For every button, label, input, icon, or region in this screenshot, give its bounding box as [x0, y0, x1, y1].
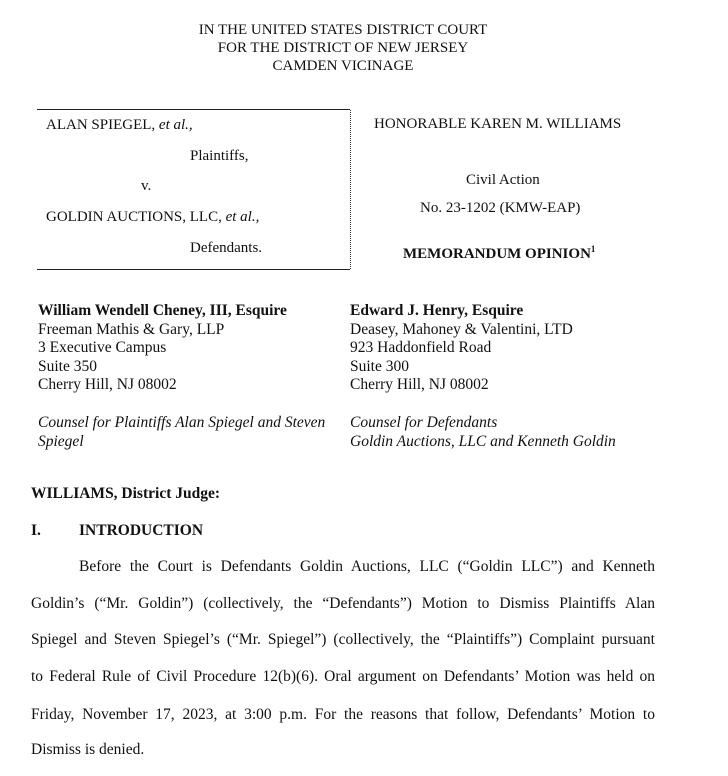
case-number: No. 23-1202 (KMW-EAP) [420, 200, 581, 216]
defendants-counsel-address2: Suite 300 [350, 357, 409, 375]
document-title [403, 246, 595, 263]
paragraph-line-last: Dismiss is denied. [31, 741, 145, 758]
plaintiffs-counsel-city: Cherry Hill, NJ 08002 [38, 376, 177, 393]
paragraph-line: to Federal Rule of Civil Procedure 12(b)(6). Oral argument on Defendants’ Motion was held on [31, 668, 655, 685]
defendant-etal: et al., [225, 209, 260, 225]
versus: v. [141, 178, 152, 194]
caption-divider [350, 110, 351, 269]
plaintiffs-counsel-address2: Suite 350 [38, 357, 97, 375]
civil-action-label: Civil Action [466, 172, 540, 188]
paragraph-line: Before the Court is Defendants Goldin Auctions, LLC (“Goldin LLC”) and Kenneth [79, 558, 655, 575]
caption-plaintiff [46, 117, 193, 134]
defendants-counsel-role-line2: Goldin Auctions, LLC and Kenneth Goldin [350, 432, 616, 450]
section-number: I. [31, 522, 41, 539]
plaintiff-name: ALAN SPIEGEL, [46, 117, 156, 133]
paragraph-line: Goldin’s (“Mr. Goldin”) (collectively, the “Defendants”) Motion to Dismiss Plaintiffs Alan [31, 595, 655, 612]
paragraph-line: Spiegel and Steven Spiegel’s (“Mr. Spiegel”) (collectively, the “Plaintiffs”) Complaint pursuant [31, 631, 655, 648]
opinion-author: WILLIAMS, District Judge: [31, 485, 221, 502]
plaintiffs-counsel-role-line1: Counsel for Plaintiffs Alan Spiegel and Steven [38, 414, 326, 431]
judge-name: HONORABLE KAREN M. WILLIAMS [374, 116, 622, 132]
plaintiffs-counsel-address1: 3 Executive Campus [38, 339, 167, 356]
defendants-counsel-name: Edward J. Henry, Esquire [350, 302, 524, 319]
defendants-counsel-role [350, 414, 616, 451]
defendants-counsel-address1: 923 Haddonfield Road [350, 339, 492, 356]
document-title-text: MEMORANDUM OPINION [403, 246, 591, 262]
court-vicinage: CAMDEN VICINAGE [272, 58, 414, 74]
section-title: INTRODUCTION [79, 522, 204, 539]
plaintiffs-counsel-firm: Freeman Mathis & Gary, LLP [38, 320, 225, 338]
plaintiff-etal: et al., [158, 117, 193, 133]
defendants-counsel-block [350, 302, 573, 395]
court-name: IN THE UNITED STATES DISTRICT COURT [198, 22, 488, 38]
footnote-mark: 1 [590, 244, 596, 254]
defendants-counsel-firm: Deasey, Mahoney & Valentini, LTD [350, 320, 573, 338]
plaintiffs-counsel-role-line2: Spiegel [38, 432, 84, 450]
plaintiffs-label: Plaintiffs, [190, 148, 249, 164]
plaintiffs-counsel-block [38, 302, 287, 395]
defendant-name: GOLDIN AUCTIONS, LLC, [46, 209, 222, 225]
defendants-counsel-role-line1: Counsel for Defendants [350, 414, 498, 431]
caption-defendant [46, 209, 259, 226]
plaintiffs-counsel-role [38, 414, 325, 451]
paragraph-line: Friday, November 17, 2023, at 3:00 p.m. For the reasons that follow, Defendants’ Motion to [31, 706, 655, 723]
defendants-counsel-city: Cherry Hill, NJ 08002 [350, 376, 489, 393]
defendants-label: Defendants. [190, 240, 263, 256]
plaintiffs-counsel-name: William Wendell Cheney, III, Esquire [38, 302, 287, 319]
court-district: FOR THE DISTRICT OF NEW JERSEY [217, 40, 469, 56]
